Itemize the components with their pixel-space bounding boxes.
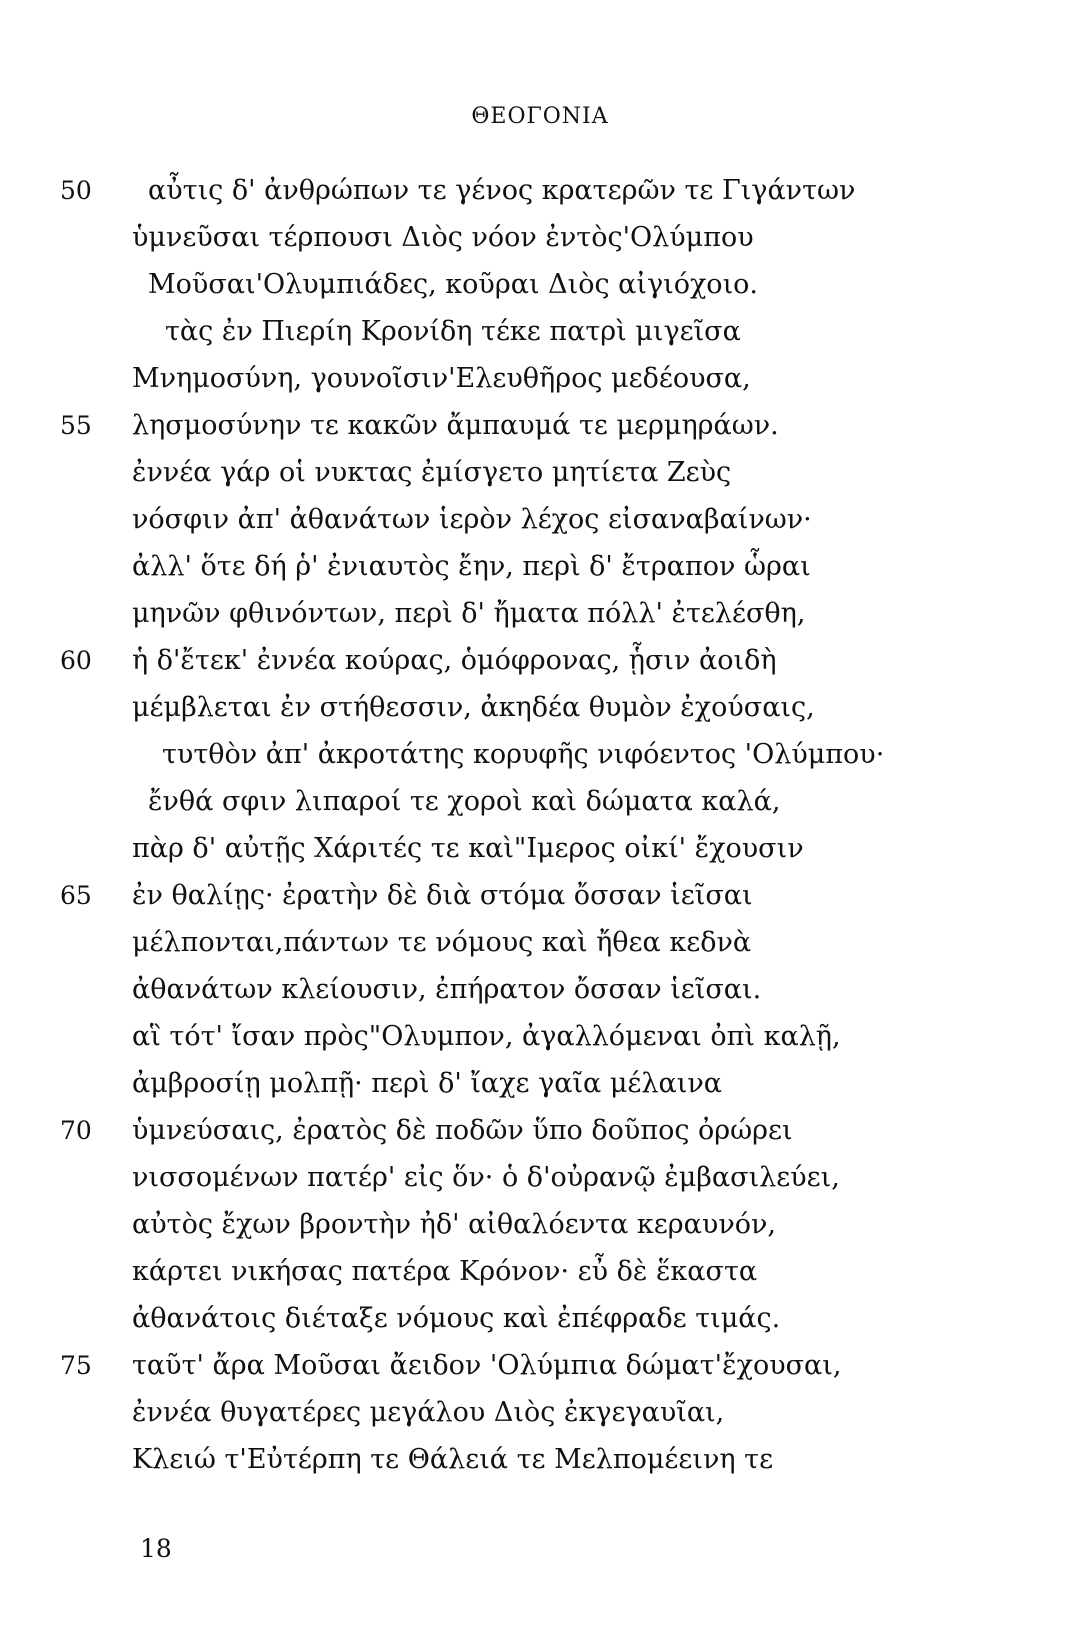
verse-line: ταῦτ' ἄρα Μοῦσαι ἄειδον 'Ολύμπια δώματ'ἔχουσαι, — [132, 1350, 842, 1381]
page-number: 18 — [140, 1534, 172, 1563]
verse-line: νόσφιν ἀπ' ἀθανάτων ἱερὸν λέχος εἰσαναβαίνων· — [132, 504, 812, 535]
verse-line: ἐννέα γάρ οἱ νυκτας ἐμίσγετο μητίετα Ζεὺς — [132, 457, 732, 488]
verse-line: πὰρ δ' αὐτῇς Χάριτές τε καὶ"Ιμερος οἰκί' ἔχουσιν — [132, 833, 804, 864]
verse-line: λησμοσύνην τε κακῶν ἄμπαυμά τε μερμηράων. — [132, 410, 779, 441]
verse-line: μέμβλεται ἐν στήθεσσιν, ἀκηδέα θυμὸν ἐχούσαις, — [132, 692, 815, 723]
verse-line: τυτθὸν ἀπ' ἀκροτάτης κορυφῆς νιφόεντος 'Ολύμπου· — [162, 739, 885, 770]
line-number: 55 — [60, 411, 92, 440]
line-number: 70 — [60, 1116, 92, 1145]
verse-line: ἐννέα θυγατέρες μεγάλου Διὸς ἐκγεγαυῖαι, — [132, 1397, 725, 1428]
verse-line: ἐν θαλίῃς· ἐρατὴν δὲ διὰ στόμα ὄσσαν ἱεῖσαι — [132, 880, 753, 911]
verse-line: τὰς ἐν Πιερίη Κρονίδη τέκε πατρὶ μιγεῖσα — [165, 316, 741, 347]
line-number: 75 — [60, 1351, 92, 1380]
verse-line: ἀλλ' ὅτε δή ῥ' ἐνιαυτὸς ἔην, περὶ δ' ἔτραπον ὧραι — [132, 551, 811, 582]
verse-line: Κλειώ τ'Εὐτέρπη τε Θάλειά τε Μελπομέεινη τε — [132, 1444, 774, 1475]
line-number: 60 — [60, 646, 92, 675]
verse-line: ἔνθά σφιν λιπαροί τε χοροὶ καὶ δώματα καλά, — [148, 786, 781, 817]
line-number: 50 — [60, 176, 92, 205]
verse-line: ἀθανάτων κλείουσιν, ἐπήρατον ὄσσαν ἱεῖσαι. — [132, 974, 762, 1005]
verse-line: αὐτὸς ἔχων βροντὴν ἠδ' αἰθαλόεντα κεραυνόν, — [132, 1209, 776, 1240]
verse-line: μηνῶν φθινόντων, περὶ δ' ἤματα πόλλ' ἐτελέσθη, — [132, 598, 806, 629]
verse-line: Μοῦσαι'Ολυμπιάδες, κοῦραι Διὸς αἰγιόχοιο. — [148, 269, 758, 300]
verse-line: ἡ δ'ἔτεκ' ἐννέα κούρας, ὁμόφρονας, ᾗσιν ἀοιδὴ — [132, 645, 777, 676]
verse-line: αὖτις δ' ἀνθρώπων τε γένος κρατερῶν τε Γιγάντων — [148, 175, 856, 206]
verse-line: ὑμνεῦσαι τέρπουσι Διὸς νόον ἐντὸς'Ολύμπου — [132, 222, 754, 253]
page-title: ΘΕΟΓΟΝΙΑ — [471, 104, 609, 129]
verse-line: αἳ τότ' ἴσαν πρὸς"Ολυμπον, ἀγαλλόμεναι ὀπὶ καλῇ, — [132, 1021, 841, 1052]
line-number: 65 — [60, 881, 92, 910]
verse-line: μέλπονται,πάντων τε νόμους καὶ ἤθεα κεδνὰ — [132, 927, 752, 958]
verse-line: ἀμβροσίῃ μολπῇ· περὶ δ' ἴαχε γαῖα μέλαινα — [132, 1068, 722, 1099]
verse-line: κάρτει νικήσας πατέρα Κρόνον· εὖ δὲ ἕκαστα — [132, 1256, 758, 1287]
verse-line: νισσομένων πατέρ' εἰς ὅν· ὁ δ'οὐρανῷ ἐμβασιλεύει, — [132, 1162, 840, 1193]
verse-line: Μνημοσύνη, γουνοῖσιν'Ελευθῆρος μεδέουσα, — [132, 363, 751, 394]
verse-line: ἀθανάτοις διέταξε νόμους καὶ ἐπέφραδε τιμάς. — [132, 1303, 781, 1334]
verse-line: ὑμνεύσαις, ἐρατὸς δὲ ποδῶν ὕπο δοῦπος ὀρώρει — [132, 1115, 793, 1146]
